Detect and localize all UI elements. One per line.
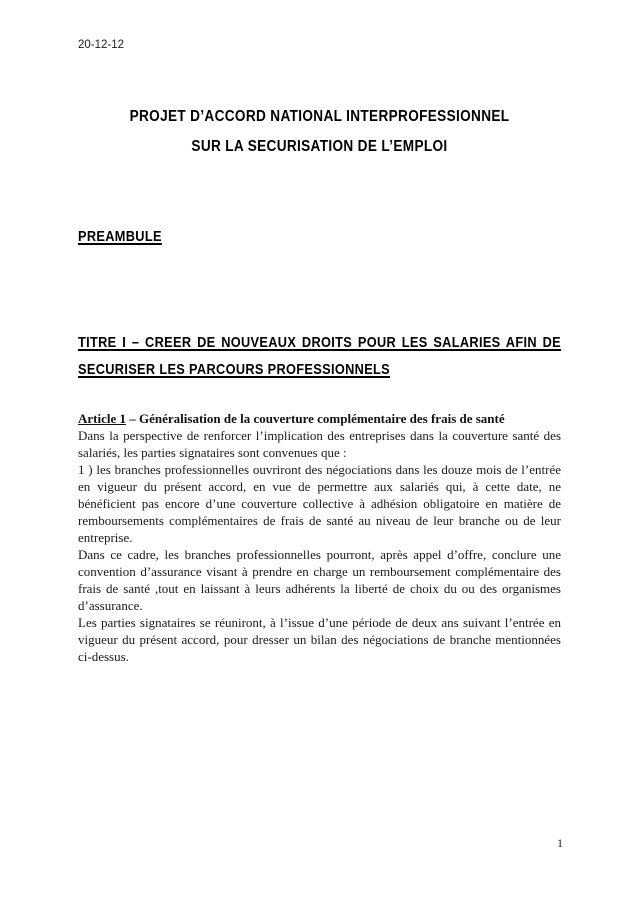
document-title-line2: SUR LA SECURISATION DE L’EMPLOI — [191, 138, 448, 155]
titre1-heading-line1: TITRE I – CREER DE NOUVEAUX DROITS POUR LES SALARIES AFIN DE — [78, 334, 561, 351]
article1-title-text: – Généralisation de la couverture complémentaire des frais de santé — [129, 411, 505, 426]
titre1-heading-line2: SECURISER LES PARCOURS PROFESSIONNELS — [78, 361, 391, 378]
article1-heading — [78, 410, 561, 427]
document-date: 20-12-12 — [78, 39, 125, 51]
preambule-heading: PREAMBULE — [78, 228, 162, 245]
list-item-1: 1 ) les branches professionnelles ouvriront des négociations dans les douze mois de l’entrée en vigueur du présent accord, en vue de permettre aux salariés qui, à cette date, ne bénéficient pas encore d’une couverture collective à adhésion obligatoire en matière de remboursements complémentaires de frais de santé au niveau de leur branche ou de leur entreprise. — [78, 462, 561, 545]
document-title-line1: PROJET D’ACCORD NATIONAL INTERPROFESSIONNEL — [129, 108, 510, 125]
page-number: 1 — [557, 836, 563, 850]
intro-paragraph: Dans la perspective de renforcer l’implication des entreprises dans la couverture santé des salariés, les parties signataires sont convenues que : — [78, 428, 561, 460]
paragraph-cadre: Dans ce cadre, les branches professionnelles pourront, après appel d’offre, conclure une convention d’assurance visant à prendre en charge un remboursement complémentaire des frais de santé ,tout en laissant à leurs adhérents la liberté de choix du ou des organismes d’assurance. — [78, 547, 561, 613]
article1-label: Article 1 — [78, 411, 127, 426]
paragraph-bilan: Les parties signataires se réuniront, à l’issue d’une période de deux ans suivant l’entrée en vigueur du présent accord, pour dresser un bilan des négociations de branche mentionnées ci-dessus. — [78, 615, 561, 664]
